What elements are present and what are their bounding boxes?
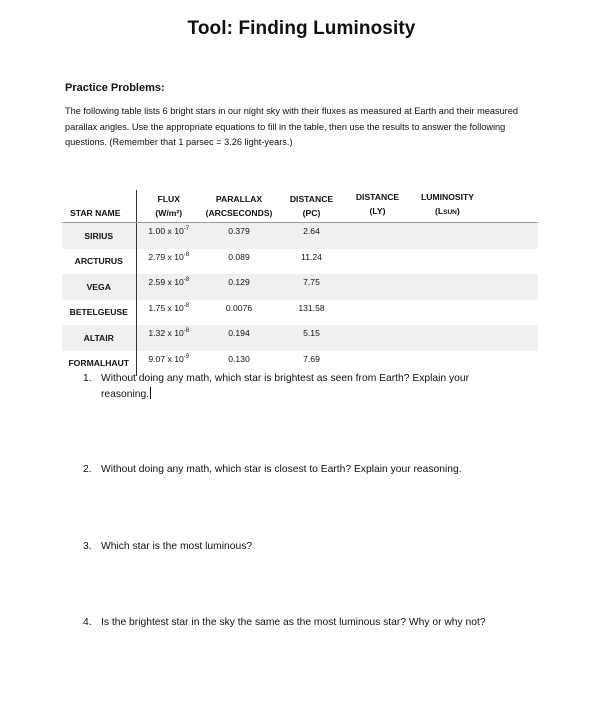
question-number: 1. [83,373,92,384]
distance-ly-cell[interactable] [346,249,409,275]
star-name-cell: BETELGEUSE [62,300,136,326]
star-name-cell: ALTAIR [62,325,136,351]
parallax-cell: 0.129 [201,274,277,300]
table-header-row [62,190,538,223]
parallax-cell: 0.0076 [225,302,253,313]
parallax-cell: 0.194 [201,325,277,351]
distance-ly-cell[interactable] [346,300,409,326]
header-parallax: PARALLAX (ARCSECONDS) [201,190,277,223]
page-title: Tool: Finding Luminosity [187,18,416,39]
question-number: 4. [83,617,92,628]
header-star-name: STAR NAME [62,190,136,223]
table-row [62,223,538,249]
header-distance-pc: DISTANCE (PC) [277,190,346,223]
luminosity-cell[interactable] [409,300,538,326]
question-text[interactable]: Without doing any math, which star is brightest as seen from Earth? Explain your reasoning. [101,373,470,400]
question-number: 3. [83,541,92,552]
table-row [62,274,538,300]
distance-pc-cell: 5.15 [277,325,346,351]
question-text[interactable]: Is the brightest star in the sky the same as the most luminous star? Why or why not? [101,617,486,628]
distance-ly-cell[interactable] [346,325,409,351]
question-item [83,615,523,631]
distance-pc-cell: 131.58 [298,302,325,313]
luminosity-cell[interactable] [409,223,538,249]
luminosity-cell[interactable] [409,325,538,351]
table-row [62,300,538,326]
intro-paragraph: The following table lists 6 bright stars in our night sky with their fluxes as measured at Earth and their measured parallax angles. Use the appropriate equations to fill in the table, then use the results to answer the following questions. (Remember that 1 parsec = 3.26 light-years.) [65,106,518,147]
header-distance-ly: DISTANCE (LY) [346,190,409,223]
luminosity-cell[interactable] [409,274,538,300]
header-flux: FLUX (W/m²) [136,190,201,223]
flux-cell: 1.00 x $10^{-7}$ [136,223,201,249]
question-text[interactable]: Which star is the most luminous? [101,541,253,552]
flux-cell: 1.75 x $10^{-8}$ [148,302,190,313]
star-name-cell: FORMALHAUT [62,351,136,377]
question-number: 2. [83,464,92,475]
text-cursor [150,387,151,399]
flux-cell: 1.32 x $10^{-8}$ [136,325,201,351]
parallax-cell: 0.130 [228,353,250,364]
distance-pc-cell: 2.64 [277,223,346,249]
question-item [83,539,523,555]
star-name-cell: ARCTURUS [62,249,136,275]
luminosity-cell[interactable] [409,249,538,275]
star-table [62,190,538,376]
flux-cell: 2.59 x $10^{-8}$ [136,274,201,300]
section-heading: Practice Problems: [65,82,165,94]
distance-ly-cell[interactable] [346,274,409,300]
flux-cell: 2.79 x $10^{-8}$ [148,251,190,262]
parallax-cell: 0.089 [228,251,250,262]
distance-pc-cell: 7.75 [277,274,346,300]
star-name-cell: SIRIUS [62,223,136,249]
table-row [62,249,538,275]
question-item [83,371,523,403]
distance-pc-cell: 7.69 [303,353,320,364]
parallax-cell: 0.379 [201,223,277,249]
header-luminosity: LUMINOSITY (LSUN) [409,190,538,223]
flux-cell: 9.07 x $10^{-9}$ [148,353,190,364]
table-row [62,325,538,351]
distance-ly-cell[interactable] [346,223,409,249]
distance-pc-cell: 11.24 [301,251,322,262]
question-text[interactable]: Without doing any math, which star is closest to Earth? Explain your reasoning. [101,464,462,475]
question-item [83,462,523,478]
star-name-cell: VEGA [62,274,136,300]
